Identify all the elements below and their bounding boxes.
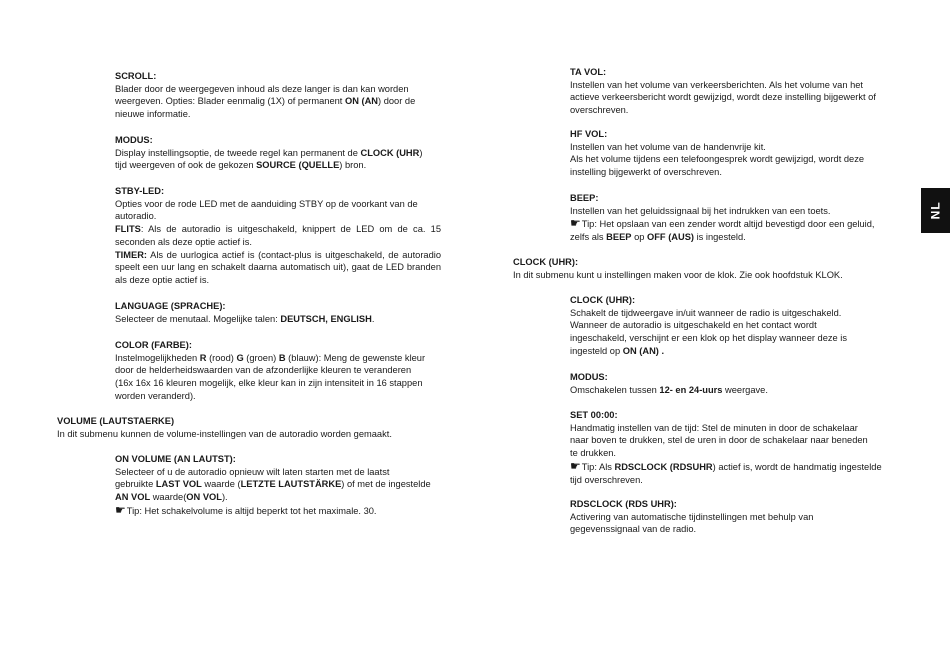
on-volume-line: AN VOL waarde(ON VOL). [115,492,228,503]
pointing-hand-icon [115,504,445,518]
set-time-line: Handmatig instellen van de tijd: Stel de minuten in door de schakelaar [570,422,858,433]
ta-vol-section [570,66,905,117]
hf-vol-section [570,128,905,179]
scroll-heading: SCROLL: [115,71,157,81]
stby-led-paragraph: Opties voor de rode LED met de aanduiding STBY op de voorkant van de autoradio. [115,198,418,222]
color-line: Instelmogelijkheden R (rood) G (groen) B (blauw): Meng de gewenste kleur [115,352,426,363]
set-time-line: tijd overschreven. [570,474,643,485]
beep-heading: BEEP: [570,193,599,203]
set-time-line: naar boven te drukken, stel de uren in door de schakelaar naar beneden [570,435,868,446]
modus-clock-section [570,371,905,396]
language-heading: LANGUAGE (SPRACHE): [115,301,226,311]
hf-vol-heading: HF VOL: [570,129,608,139]
scroll-section [115,70,445,121]
set-time-section [570,409,905,486]
volume-section [57,415,457,440]
stby-led-heading: STBY-LED: [115,186,165,196]
clock-heading: CLOCK (UHR): [513,257,579,267]
language-section [115,300,445,325]
color-line: worden veranderd). [115,390,196,401]
modus-line: tijd weergeven of ook de gekozen SOURCE (QUELLE) bron. [115,160,367,171]
modus-clock-line: Omschakelen tussen 12- en 24-uurs weergave. [570,384,768,395]
color-line: door de helderheidswaarden van de afzonderlijke kleuren te veranderen [115,365,412,376]
ta-vol-line: actieve verkeersbericht wordt gewijzigd, wordt deze instelling bijgewerkt of [570,92,876,103]
rdsclock-line: Activering van automatische tijdinstellingen met behulp van [570,511,814,522]
hf-vol-line: instelling bijgewerkt of overschreven. [570,167,722,178]
scroll-line: weergeven. Opties: Blader eenmalig (1X) of permanent ON (AN) door de [115,96,416,107]
rdsclock-line: gegevenssignaal van de radio. [570,524,697,535]
hf-vol-line: Als het volume tijdens een telefoongesprek wordt gewijzigd, wordt deze [570,154,865,165]
color-section [115,339,445,403]
ta-vol-line: Instellen van het volume van verkeersberichten. Als het volume van het [570,79,864,90]
volume-line: In dit submenu kunnen de volume-instellingen van de autoradio worden gemaakt. [57,428,392,439]
color-heading: COLOR (FARBE): [115,340,192,350]
clock-section [513,256,913,281]
modus-heading: MODUS: [115,135,153,145]
clock-uhr-line: Schakelt de tijdweergave in/uit wanneer de radio is uitgeschakeld. [570,307,842,318]
beep-line: Instellen van het geluidssignaal bij het indrukken van een toets. [570,205,831,216]
clock-uhr-line: ingesteld op ON (AN) . [570,345,665,356]
beep-line: zelfs als BEEP op OFF (AUS) is ingesteld. [570,232,746,243]
clock-uhr-line: ingeschakeld, verschijnt er een klok op het display wanneer deze is [570,333,848,344]
scroll-line: nieuwe informatie. [115,109,191,120]
beep-section [570,192,905,244]
language-line: Selecteer de menutaal. Mogelijke talen: DEUTSCH, ENGLISH. [115,313,375,324]
language-tab [921,188,950,233]
language-tab-label: NL [928,201,943,220]
ta-vol-heading: TA VOL: [570,67,607,77]
clock-uhr-section [570,294,905,358]
pointing-hand-icon: ☛ Tip: Als RDSCLOCK (RDSUHR) actief is, wordt de handmatig ingestelde [570,460,905,474]
clock-line: In dit submenu kunt u instellingen maken voor de klok. Zie ook hoofdstuk KLOK. [513,269,843,280]
on-volume-tip: Tip: Het schakelvolume is altijd beperkt tot het maximale. 30. [126,505,377,516]
clock-uhr-line: Wanneer de autoradio is uitgeschakeld en het contact wordt [570,320,817,331]
volume-heading: VOLUME (LAUTSTAERKE) [57,416,175,426]
clock-uhr-heading: CLOCK (UHR): [570,295,636,305]
modus-section [115,134,445,172]
pointing-hand-icon [570,217,905,231]
beep-tip: Tip: Het opslaan van een zender wordt altijd bevestigd door een geluid, [581,219,875,230]
stby-led-section [115,185,441,287]
on-volume-line: Selecteer of u de autoradio opnieuw wilt laten starten met de laatst [115,466,390,477]
hf-vol-line: Instellen van het volume van de handenvrije kit. [570,141,766,152]
modus-clock-heading: MODUS: [570,372,608,382]
timer-paragraph: TIMER: Als de uurlogica actief is (contact-plus is uitgeschakeld, de autoradio speelt een uur lang en schakelt daarna automatisch uit), gaat de LED branden als deze optie actief is. [115,249,441,285]
rdsclock-heading: RDSCLOCK (RDS UHR): [570,499,677,509]
color-line: (16x 16x 16 kleuren mogelijk, elke kleur kan in zijn intensiteit in 16 stappen [115,378,423,389]
flits-paragraph: FLITS: Als de autoradio is uitgeschakeld, knippert de LED om de ca. 15 seconden als deze optie actief is. [115,224,441,247]
scroll-line: Blader door de weergegeven inhoud als deze langer is dan kan worden [115,83,409,94]
on-volume-heading: ON VOLUME (AN LAUTST): [115,454,236,464]
modus-line: Display instellingsoptie, de tweede regel kan permanent de CLOCK (UHR) [115,147,423,158]
set-time-line: te drukken. [570,448,616,459]
on-volume-line: gebruikte LAST VOL waarde (LETZTE LAUTSTÄRKE) of met de ingestelde [115,479,431,490]
set-time-heading: SET 00:00: [570,410,618,420]
on-volume-section [115,453,445,518]
ta-vol-line: overschreven. [570,105,629,116]
rdsclock-section [570,498,905,536]
